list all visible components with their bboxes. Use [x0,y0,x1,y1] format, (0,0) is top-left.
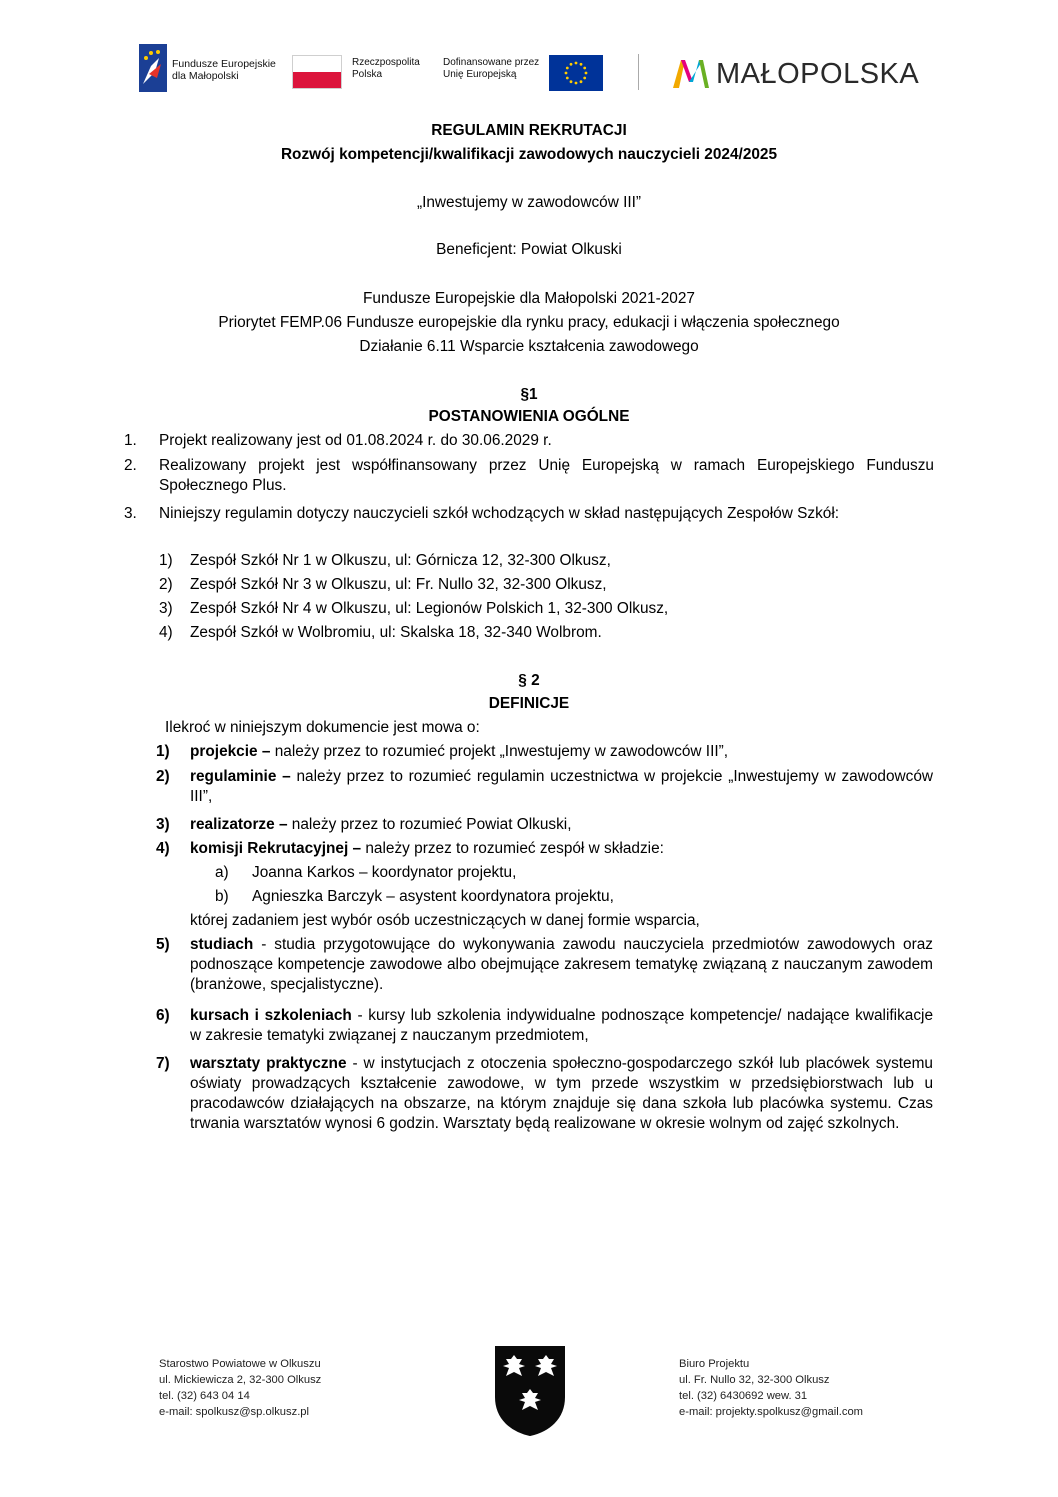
definition-text: należy przez to rozumieć regulamin uczestnictwa w projekcie „Inwestujemy w zawodowców III”, [190,768,933,805]
definition-item [190,839,933,859]
definition-number: 5) [156,936,170,953]
definition-number: 6) [156,1007,170,1024]
definition-item [190,935,933,995]
school-number: 3) [159,600,173,617]
eu-cofinancing-logo [443,55,608,91]
definition-term: kursach i szkoleniach [190,1007,352,1024]
fundusze-europejskie-logo [139,44,276,96]
definition-number: 4) [156,840,170,857]
program-line-1: Fundusze Europejskie dla Małopolski 2021-2027 [363,290,695,307]
definition-text: - w instytucjach z otoczenia społeczno-gospodarczego szkół lub placówek systemu oświaty prowadzących kształcenie zawodowe, w tym przede wszystkim w przedsiębiorstwach lub u pracodawców działających na obszarze, na którym znajduje się dana szkoła lub placówka systemu. Czas trwania warsztatów wynosi 6 godzin. Warsztaty będą realizowane w okresie wolnym od zajęć szkolnych. [190,1055,933,1132]
eu-flag-icon [549,55,603,91]
definition-number: 3) [156,816,170,833]
definition-item [190,1006,933,1046]
definition-item [190,815,933,835]
eu-logo-text: Dofinansowane przez Unię Europejską [443,57,540,80]
list-item: Realizowany projekt jest współfinansowany przez Unię Europejską w ramach Europejskiego Funduszu Społecznego Plus. [159,457,934,494]
definition-item [190,1054,933,1134]
definition-text: należy przez to rozumieć Powiat Olkuski, [287,816,572,833]
fe-star-icon [139,44,167,92]
school-item: Zespół Szkół Nr 1 w Olkuszu, ul: Górnicza 12, 32-300 Olkusz, [190,552,611,569]
definition-item [190,742,933,762]
school-number: 1) [159,552,173,569]
school-number: 2) [159,576,173,593]
program-line-2: Priorytet FEMP.06 Fundusze europejskie dla rynku pracy, edukacji i włączenia społecznego [218,314,840,331]
list-item-number: 1. [124,432,137,449]
logo-divider [638,54,639,90]
rp-logo-text: Rzeczpospolita Polska [352,57,420,80]
committee-letter: b) [215,888,229,905]
polish-flag-icon [292,55,342,89]
list-item: Projekt realizowany jest od 01.08.2024 r. do 30.06.2029 r. [159,432,552,449]
malopolska-wordmark: MAŁOPOLSKA [716,58,920,90]
fe-logo-text: Fundusze Europejskie dla Małopolski [172,58,276,82]
project-name: „Inwestujemy w zawodowców III” [416,194,642,211]
definition-text: należy przez to rozumieć zespół w składzie: [361,840,664,857]
school-item: Zespół Szkół w Wolbromiu, ul: Skalska 18, 32-340 Wolbrom. [190,624,602,641]
rzeczpospolita-logo [292,55,442,91]
definition-number: 2) [156,768,170,785]
committee-member: Agnieszka Barczyk – asystent koordynatora projektu, [252,888,614,905]
list-item-number: 3. [124,505,137,522]
document-subtitle: Rozwój kompetencji/kwalifikacji zawodowych nauczycieli 2024/2025 [280,146,778,163]
school-number: 4) [159,624,173,641]
section-1-sign: §1 [520,386,538,403]
definition-term: studiach [190,936,254,953]
document-title: REGULAMIN REKRUTACJI [431,122,627,139]
section-1-heading: POSTANOWIENIA OGÓLNE [428,408,630,425]
definition-text: - kursy lub szkolenia indywidualne podnoszące kompetencje/ nadające kwalifikacje w zakresie tematyki związanej z nauczanym przedmiotem, [190,1007,934,1044]
program-line-3: Działanie 6.11 Wsparcie kształcenia zawodowego [359,338,699,355]
committee-member: Joanna Karkos – koordynator projektu, [252,864,517,881]
committee-note: której zadaniem jest wybór osób uczestniczących w danej formie wsparcia, [190,912,700,929]
definition-term: realizatorze – [190,816,288,833]
malopolska-logo [671,52,931,94]
list-item: Niniejszy regulamin dotyczy nauczycieli szkół wchodzących w skład następujących Zespołów Szkół: [159,505,840,522]
school-item: Zespół Szkół Nr 4 w Olkuszu, ul: Legionów Polskich 1, 32-300 Olkusz, [190,600,669,617]
malopolska-m-icon [671,56,711,90]
definition-term: warsztaty praktyczne [190,1055,347,1072]
list-item-number: 2. [124,457,137,474]
section-2-sign: § 2 [518,672,540,689]
definitions-intro: Ilekroć w niniejszym dokumencie jest mowa o: [165,719,480,736]
olkusz-coat-of-arms-icon [494,1345,566,1437]
committee-letter: a) [215,864,229,881]
definition-term: regulaminie – [190,768,291,785]
definition-number: 7) [156,1055,170,1072]
definition-text: należy przez to rozumieć projekt „Inwestujemy w zawodowców III”, [270,743,729,760]
footer-left-address: Starostwo Powiatowe w Olkuszu ul. Mickiewicza 2, 32-300 Olkusz tel. (32) 643 04 14 e-mail: spolkusz@sp.olkusz.pl [159,1358,322,1418]
beneficiary: Beneficjent: Powiat Olkuski [436,241,622,258]
school-item: Zespół Szkół Nr 3 w Olkuszu, ul: Fr. Nullo 32, 32-300 Olkusz, [190,576,607,593]
definition-text: - studia przygotowujące do wykonywania zawodu nauczyciela przedmiotów zawodowych oraz podnoszące kompetencje zawodowe albo obejmujące zakresem tematykę związaną z nauczanym zawodem (branżowe, specjalistyczne). [190,936,933,993]
definition-term: projekcie – [190,743,271,760]
definition-term: komisji Rekrutacyjnej – [190,840,362,857]
definition-number: 1) [156,743,170,760]
footer-right-address: Biuro Projektu ul. Fr. Nullo 32, 32-300 Olkusz tel. (32) 6430692 wew. 31 e-mail: projekty.spolkusz@gmail.com [679,1358,863,1418]
definition-item [190,767,933,807]
section-2-heading: DEFINICJE [488,695,570,712]
